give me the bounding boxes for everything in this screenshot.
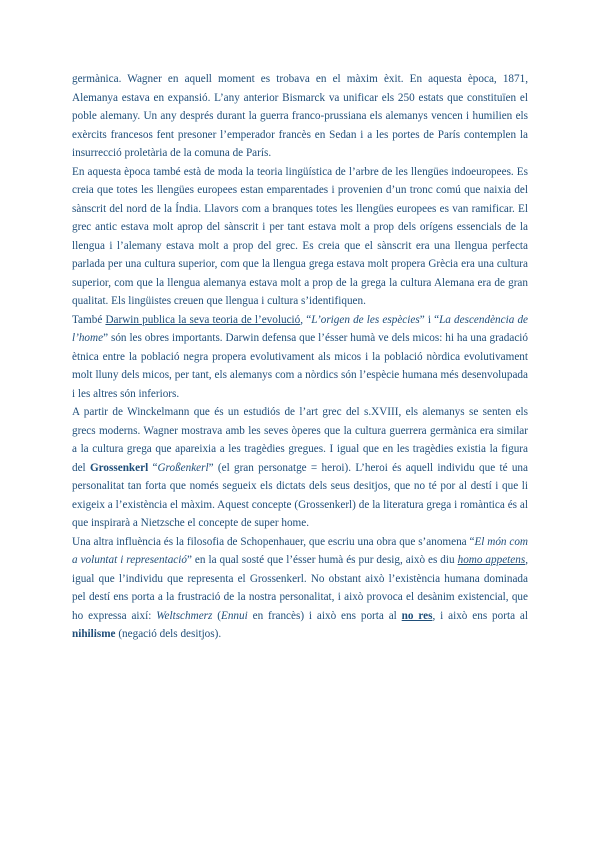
- term-no-res[interactable]: no res: [401, 609, 433, 622]
- text-run: , igual que l’individu que representa el Grossenkerl. No obstant això l’existència humana dominada pel destí ens porta a la frustració de la nostra personalitat, i això provoca el desànim existencial, que ho expressa així:: [72, 554, 528, 622]
- text-run: ” són les obres importants. Darwin defensa que l’ésser humà ve dels micos: hi ha una gradació ètnica entre la població negra propera evolutivament als micos i la població nòrdica evolutivament molt lluny dels micos, per tant, els alemanys com a nòrdics són l’espècie humana més desenvolupada i les altres són inferiors.: [72, 332, 528, 400]
- text-run: en francès) i això ens porta al: [247, 609, 402, 622]
- book-title-origin: L’origen de les espècies: [311, 313, 420, 326]
- term-grossenkerl-german: Großenkerl: [157, 461, 209, 474]
- text-run: “: [148, 461, 158, 474]
- text-run: (: [212, 609, 221, 622]
- darwin-link[interactable]: Darwin publica la seva teoria de l’evolució: [105, 313, 301, 326]
- term-grossenkerl: Grossenkerl: [89, 461, 149, 474]
- homo-appetens-link[interactable]: homo appetens: [457, 554, 526, 566]
- paragraph-winckelmann: [72, 403, 528, 533]
- paragraph-wagner: germànica. Wagner en aquell moment es trobava en el màxim èxit. En aquesta època, 1871, Alemanya estava en expansió. L’any anterior Bismarck va unificar els 250 estats que constituïen el poble alemany. Un any després durant la guerra franco-prussiana els alemanys vencen i humilien els exèrcits francesos fent presoner l’emperador francès en Sedan i a les portes de París contemplen la insurrecció proletària de la comuna de París.: [72, 73, 528, 159]
- document-body: [72, 70, 528, 644]
- text-run: , “: [300, 313, 312, 326]
- paragraph-indoeuropean: En aquesta època també està de moda la teoria lingüística de l’arbre de les llengües indoeuropees. Es creia que totes les llengües europees estan emparentades i provenien d’un tronc comú que naixia del sànscrit del nord de la Índia. Llavors com a branques totes les llengües europees es van ramificar. El grec antic estava molt aprop del sànscrit i per tant estava molt a prop dels orígens essencials de la llengua i l’alemany estava molt a prop del grec. Es creia que el sànscrit era una llengua perfecta parlada per una cultura superior, com que la llengua grega estava molt propera Grècia era una cultura superior, com que la llengua alemanya estava molt a prop de la grega la cultura Alemana era de gran qualitat. Els lingüistes creuen que llengua i cultura s’identifiquen.: [72, 165, 528, 307]
- text-run: Una altra influència és la filosofia de Schopenhauer, que escriu una obra que s’anomena “: [72, 535, 475, 548]
- text-run: ” i “: [419, 313, 440, 326]
- text-run: A partir de Winckelmann que és un estudiós de l’art grec del s.XVIII, els alemanys se senten els grecs moderns. Wagner mostrava amb les seves òperes que la cultura guerrera germànica era similar a la cultura grega que apareixia a les tragèdies gregues. I igual que en les tragèdies existia la figura del: [72, 406, 528, 474]
- text-run: ” (el gran personatge = heroi). L’heroi és aquell individu que té una personalitat tan forta que només segueix els dictats dels seus desitjos, que no té por al destí i que li exigeix a l’existència el màxim. Aquest concepte (Grossenkerl) de la literatura grega i romàntica és al que inspirarà a Nietzsche el concepte de super home.: [72, 461, 528, 529]
- term-ennui: Ennui: [220, 609, 248, 622]
- book-title-descent: La descendència de l’home: [72, 313, 529, 344]
- text-run: , i això ens porta al: [432, 609, 528, 622]
- text-run: ” en la qual sosté que l’ésser humà és pur desig, això es diu: [186, 554, 458, 566]
- book-title-schopenhauer: El món com a voluntat i representació: [72, 535, 528, 566]
- term-weltschmerz: Weltschmerz: [156, 609, 213, 622]
- text-run: (negació dels desitjos).: [115, 628, 222, 640]
- paragraph-darwin: [72, 311, 528, 404]
- paragraph-schopenhauer: [72, 533, 528, 644]
- text-run: També: [72, 313, 106, 326]
- term-nihilisme: nihilisme: [72, 628, 116, 640]
